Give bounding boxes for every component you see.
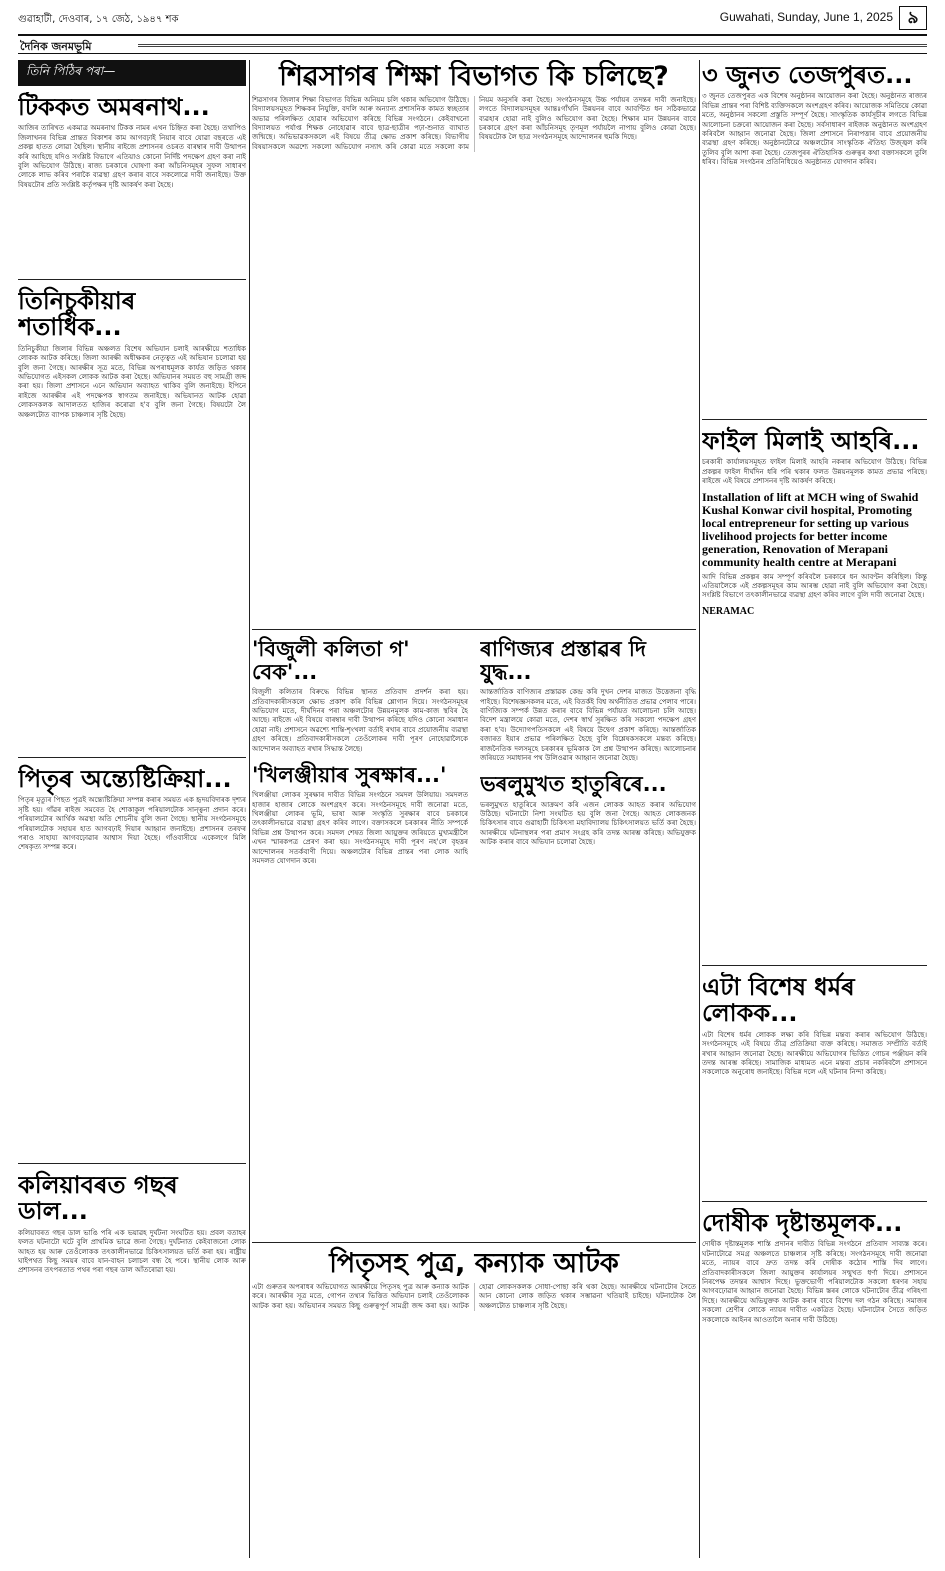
article-headline: এটা বিশেষ ধৰ্মৰ লোকক... (702, 973, 855, 1028)
brand-divider (138, 44, 927, 47)
article-body: আজিৰ তাৰিখত একমাত্ৰ অমৰনাথ টিকক নামৰ এখন চিহ্নিত কৰা হৈছে। তথাপিও জিলাখনৰ বিভিন্ন প্ৰান্তত বিকাশৰ কাম আগবঢ়াই নিয়াৰ বাবে যোৱা বছৰতে এই প্ৰকল্প হাতত লোৱা হৈছিল। স্থানীয় ৰাইজে প্ৰশাসনৰ ওচৰত বাৰম্বাৰ দাবী উত্থাপন কৰি আহিছে যদিও সংশ্লিষ্ট বিভাগে এতিয়াও কোনো নিৰ্দিষ্ট পদক্ষেপ গ্ৰহণ কৰা নাই বুলি অভিযোগ উঠিছে। ৰাজ্য চৰকাৰে ঘোষণা কৰা আঁচনিসমূহৰ সুফল সাধাৰণ লোকে লাভ কৰিব পৰাকৈ ব্যৱস্থা গ্ৰহণ কৰাৰ বাবে সকলোৱে দাবী জনাইছে। উক্ত বিষয়টোৰ প্ৰতি সংশ্লিষ্ট কৰ্তৃপক্ষৰ দৃষ্টি আকৰ্ষণ কৰা হৈছে। (18, 124, 246, 189)
center-column (252, 60, 696, 1558)
article-headline: তিনিচুকীয়াৰ শতাধিক... (18, 287, 136, 342)
article-body: তিনিচুকীয়া জিলাৰ বিভিন্ন অঞ্চলত বিশেষ অভিযান চলাই আৰক্ষীয়ে শতাধিক লোকক আটক কৰিছে। জিলা আৰক্ষী অধীক্ষকৰ নেতৃত্বত এই অভিযান চলোৱা হয় বুলি জনা গৈছে। আৰক্ষীৰ সূত্ৰ মতে, বিভিন্ন অপৰাধমূলক কাৰ্যত জড়িত থকাৰ অভিযোগত এইসকল লোকক আটক কৰা হৈছে। অভিযানৰ সময়ত বহু সামগ্ৰী জব্দ কৰা হয়। জিলা প্ৰশাসনে এনে অভিযান অব্যাহত থাকিব বুলি জনাইছে। ইপিনে ৰাইজে আৰক্ষীৰ এই পদক্ষেপক স্বাগতম জনাইছে। অভিযানত আটক হোৱা লোকসকলক আদালতত হাজিৰ কৰোৱা হ'ব বুলি জনা গৈছে। বিষয়টো লৈ অঞ্চলটোত ব্যাপক চাঞ্চল্যৰ সৃষ্টি হৈছে। (18, 344, 246, 419)
article-body: পিতৃৰ মৃত্যুৰ পিছত পুত্ৰই অন্ত্যেষ্টিক্ৰিয়া সম্পন্ন কৰাৰ সময়ত এক হৃদয়বিদাৰক দৃশ্যৰ সৃষ্টি হয়। গাঁৱৰ ৰাইজ সমবেত হৈ শোকাকুল পৰিয়ালটোক সান্ত্বনা প্ৰদান কৰে। পৰিয়ালটোৰ আৰ্থিক অৱস্থা অতি শোচনীয় বুলি জনা গৈছে। স্থানীয় সংগঠনসমূহে পৰিয়ালটোক সহায়ৰ হাত আগবঢ়াই দিয়াৰ আহ্বান জনাইছে। প্ৰশাসনৰ তৰফৰ পৰাও সাহায্য আগবঢ়োৱাৰ আশ্বাস দিয়া হৈছে। গাঁওবাসীয়ে একেলগে মিলি শেষকৃত্য সম্পন্ন কৰে। (18, 796, 246, 852)
article (702, 426, 927, 966)
article-headline: টিককত অমৰনাথ... (18, 93, 210, 121)
article (18, 764, 246, 1164)
article-headline: ৩ জুনত তেজপুৰত... (702, 61, 913, 89)
brand-bar (18, 34, 927, 54)
article (252, 1242, 696, 1542)
page-number: ৯ (899, 6, 927, 30)
article-headline: 'বিজুলী কলিতা গ' বেক'... (252, 637, 410, 685)
article-headline: 'খিলঞ্জীয়াৰ সুৰক্ষাৰ...' (252, 763, 447, 788)
right-column (702, 60, 927, 1558)
article-body: দোষীক দৃষ্টান্তমূলক শাস্তি প্ৰদানৰ দাবীত বিভিন্ন সংগঠনে প্ৰতিবাদ সাব্যস্ত কৰে। ঘটনাটোৱে সমগ্ৰ অঞ্চলতে চাঞ্চল্যৰ সৃষ্টি কৰিছে। সংগঠনসমূহে দাবী জনোৱা মতে, ন্যায়ৰ বাবে দ্ৰুত তদন্ত কৰি দোষীক কঠোৰ শাস্তি দিব লাগে। প্ৰতিবাদকাৰীসকলে জিলা আয়ুক্তৰ কাৰ্যালয়ৰ সন্মুখত ধৰ্ণা দিয়ে। প্ৰশাসনে নিৰপেক্ষ তদন্তৰ আশ্বাস দিছে। ভুক্তভোগী পৰিয়ালটোক সকলো ধৰণৰ সহায় আগবঢ়োৱাৰ আহ্বান জনোৱা হৈছে। বিভিন্ন স্তৰৰ লোকে ঘটনাটোৰ তীব্ৰ গৰিহণা দিছে। আৰক্ষীয়ে অভিযুক্তক আটক কৰাৰ বাবে বিশেষ দল গঠন কৰিছে। সমাজৰ সকলো শ্ৰেণীৰ লোকে ন্যায়ৰ দাবীত একত্ৰিত হৈছে। ঘটনাটোৰ সৈতে জড়িত সকলোকে আইনৰ আওতালৈ অনাৰ দাবী উঠিছে। (702, 1240, 927, 1324)
assamese-dateline: গুৱাহাটী, দেওবাৰ, ১৭ জেঠ, ১৯৪৭ শক (18, 14, 179, 25)
article (18, 1170, 246, 1560)
english-project-line: Installation of lift at MCH wing of Swahid Kushal Konwar civil hospital, Promoting local entrepreneur for setting up various livelihood projects for better income generation, Renovation of Merapani community health centre at Merapani (702, 489, 919, 569)
article-headline: পিতৃৰ অন্ত্যেষ্টিক্ৰিয়া... (18, 765, 232, 793)
lead-article (252, 60, 696, 630)
article (702, 60, 927, 420)
article-body: কলিয়াবৰত গছৰ ডাল ভাঙি পৰি এক ভয়াৱহ দুৰ্ঘটনা সংঘটিত হয়। প্ৰবল বতাহৰ ফলত ঘটনাটো ঘটে বুলি প্ৰাথমিক ভাৱে জনা গৈছে। দুৰ্ঘটনাত কেইবাজনো লোক আহত হয় আৰু তেওঁলোকক তৎকালীনভাৱে চিকিৎসালয়ত ভৰ্তি কৰা হয়। ৰাষ্ট্ৰীয় ঘাইপথত কিছু সময়ৰ বাবে যান-বাহন চলাচল বন্ধ হৈ পৰে। স্থানীয় লোক আৰু প্ৰশাসনৰ তৎপৰতাত পথৰ পৰা গছৰ ডাল আঁতৰোৱা হয়। (18, 1228, 246, 1275)
continuation-kicker: তিনি পিঠিৰ পৰা— (18, 60, 246, 86)
story-pair (252, 636, 696, 1242)
lead-body: শিৱসাগৰ জিলাৰ শিক্ষা বিভাগত বিভিন্ন অনিয়ম চলি থকাৰ অভিযোগ উঠিছে। বিদ্যালয়সমূহত শিক্ষকৰ নিযুক্তি, বদলি আৰু অন্যান্য প্ৰশাসনিক কামত স্বচ্ছতাৰ অভাৱ পৰিলক্ষিত হোৱাৰ অভিযোগ কৰিছে বিভিন্ন সংগঠনে। কেইবাখনো বিদ্যালয়ত পৰ্যাপ্ত শিক্ষক নোহোৱাৰ বাবে ছাত্ৰ-ছাত্ৰীৰ পঢ়া-শুনাত ব্যাঘাত জন্মিছে। অভিভাৱকসকলে এই বিষয়ে তীব্ৰ ক্ষোভ প্ৰকাশ কৰিছে। বিভাগীয় বিষয়াসকলে অৱশ্যে সকলো অভিযোগ নস্যাৎ কৰি কোৱা মতে সকলো কাম নিয়ম অনুসৰি কৰা হৈছে। সংগঠনসমূহে উচ্চ পৰ্যায়ৰ তদন্তৰ দাবী জনাইছে। লগতে বিদ্যালয়সমূহৰ আন্তঃগাঁথনি উন্নয়নৰ বাবে আবণ্টিত ধন সঠিকভাৱে ব্যৱহাৰ হোৱা নাই বুলিও অভিযোগ কৰা হৈছে। শিক্ষাৰ মান উন্নয়নৰ বাবে চৰকাৰে গ্ৰহণ কৰা আঁচনিসমূহ তৃণমূল পৰ্যায়লৈ নাপায় বুলিও কোৱা হৈছে। বিষয়টোক লৈ ছাত্ৰ সংগঠনসমূহে আন্দোলনৰ হুমকি দিছে। (252, 95, 696, 151)
article-body: ৩ জুনত তেজপুৰত এক বিশেষ অনুষ্ঠানৰ আয়োজন কৰা হৈছে। অনুষ্ঠানত ৰাজ্যৰ বিভিন্ন প্ৰান্তৰ পৰা বিশিষ্ট ব্যক্তিসকলে অংশগ্ৰহণ কৰিব। আয়োজক সমিতিয়ে কোৱা মতে, অনুষ্ঠানৰ সকলো প্ৰস্তুতি সম্পূৰ্ণ হৈছে। সাংস্কৃতিক কাৰ্যসূচীৰ লগতে বিভিন্ন আলোচনা চক্ৰৰো আয়োজন কৰা হৈছে। সৰ্বসাধাৰণ ৰাইজক অনুষ্ঠানত অংশগ্ৰহণ কৰিবলৈ আহ্বান জনোৱা হৈছে। জিলা প্ৰশাসনে নিৰাপত্তাৰ বাবে প্ৰয়োজনীয় ব্যৱস্থা গ্ৰহণ কৰিছে। অনুষ্ঠানটোৱে অঞ্চলটোৰ সাংস্কৃতিক ঐতিহ্য উজ্জ্বল কৰি তুলিব বুলি আশা কৰা হৈছে। তেজপুৰৰ ঐতিহাসিক গুৰুত্বৰ কথা বক্তাসকলে তুলি ধৰিব। বিভিন্ন সংগঠনৰ প্ৰতিনিধিয়েও অনুষ্ঠানত যোগদান কৰিব। (702, 92, 927, 167)
article-body: আন্তৰ্জাতিক বাণিজ্যৰ প্ৰস্তাৱক কেন্দ্ৰ কৰি দুখন দেশৰ মাজত উত্তেজনা বৃদ্ধি পাইছে। বিশেষজ্ঞসকলৰ মতে, এই বিতৰ্কই বিশ্ব অৰ্থনীতিত প্ৰভাৱ পেলাব পাৰে। বাণিজ্যিক সম্পৰ্ক উন্নত কৰাৰ বাবে বিভিন্ন পৰ্যায়ত আলোচনা চলি আছে। বিদেশ মন্ত্ৰালয়ে কোৱা মতে, দেশৰ স্বাৰ্থ সুৰক্ষিত কৰি সকলো পদক্ষেপ গ্ৰহণ কৰা হ'ব। উদ্যোগপতিসকলে এই বিষয়ে উদ্বেগ প্ৰকাশ কৰিছে। আন্তৰ্জাতিক বজাৰত ইয়াৰ প্ৰভাৱ পৰিলক্ষিত হৈছে বুলি বিশ্লেষকসকলে মন্তব্য কৰিছে। ৰাজনৈতিক দলসমূহে চৰকাৰৰ ভূমিকাক লৈ প্ৰশ্ন উত্থাপন কৰিছে। আলোচনাৰ জৰিয়তে সমাধানৰ পথ উলিওৱাৰ আহ্বান জনোৱা হৈছে। (480, 688, 696, 763)
folio-header (18, 8, 927, 30)
article-headline: ফাইল মিলাই আহৰি... (702, 427, 920, 455)
article-headline: পিতৃসহ পুত্ৰ, কন্যাক আটক (329, 1248, 619, 1279)
article (480, 636, 696, 1236)
article (18, 286, 246, 758)
article-headline: কলিয়াবৰত গছৰ ডাল... (18, 1171, 178, 1226)
left-column (18, 60, 246, 1558)
article-body: ভৰলুমুখত হাতুৰিৰে আক্ৰমণ কৰি এজন লোকক আহত কৰাৰ অভিযোগ উঠিছে। ঘটনাটো নিশা সংঘটিত হয় বুলি জনা গৈছে। আহত লোকজনক চিকিৎসাৰ বাবে গুৱাহাটী চিকিৎসা মহাবিদ্যালয় চিকিৎসালয়ত ভৰ্তি কৰা হৈছে। আৰক্ষীয়ে ঘটনাস্থলৰ পৰা প্ৰমাণ সংগ্ৰহ কৰি তদন্ত আৰম্ভ কৰিছে। অভিযুক্তক আটক কৰাৰ বাবে অভিযান চলোৱা হৈছে। (480, 800, 696, 847)
lead-headline: শিৱসাগৰ শিক্ষা বিভাগত কি চলিছে? (279, 61, 669, 92)
article-body-continued: আদি বিভিন্ন প্ৰকল্পৰ কাম সম্পূৰ্ণ কৰিবলৈ চৰকাৰে ধন আবণ্টন কৰিছিল। কিন্তু এতিয়ালৈকে এই প্ৰকল্পসমূহৰ কাম আৰম্ভ হোৱা নাই বুলি অভিযোগ কৰা হৈছে। সংশ্লিষ্ট বিভাগে তৎকালীনভাৱে ব্যৱস্থা গ্ৰহণ কৰিব লাগে বুলি দাবী জনোৱা হৈছে। (702, 572, 927, 600)
article-headline: ৰাণিজ্যৰ প্ৰস্তাৱৰ দি যুদ্ধ... (480, 637, 646, 685)
article (18, 92, 246, 280)
column-divider-left (249, 60, 250, 1558)
english-inline-term: NERAMAC (702, 605, 755, 617)
article (252, 636, 468, 1236)
article-body: এটা বিশেষ ধৰ্মৰ লোকক লক্ষ্য কৰি বিভিন্ন মন্তব্য কৰাৰ অভিযোগ উঠিছে। সংগঠনসমূহে এই বিষয়ে তীব্ৰ প্ৰতিক্ৰিয়া ব্যক্ত কৰিছে। সমাজত সম্প্ৰীতি বৰ্তাই ৰখাৰ আহ্বান জনোৱা হৈছে। আৰক্ষীয়ে অভিযোগৰ ভিত্তিত গোচৰ পঞ্জীয়ন কৰি তদন্ত আৰম্ভ কৰিছে। সামাজিক মাধ্যমত এনে মন্তব্য প্ৰচাৰ নকৰিবলৈ প্ৰশাসনে সকলোকে অনুৰোধ জনাইছে। বিভিন্ন দলে এই ঘটনাৰ নিন্দা কৰিছে। (702, 1030, 927, 1077)
english-dateline: Guwahati, Sunday, June 1, 2025 (719, 10, 893, 24)
column-divider-right (699, 60, 700, 1558)
article-body: এটা গুৰুতৰ অপৰাধৰ অভিযোগত আৰক্ষীয়ে পিতৃসহ পুত্ৰ আৰু কন্যাক আটক কৰে। আৰক্ষীৰ সূত্ৰ মতে, গোপন তথ্যৰ ভিত্তিত অভিযান চলাই তেওঁলোকক আটক কৰা হয়। অভিযানৰ সময়ত কিছু গুৰুত্বপূৰ্ণ সামগ্ৰী জব্দ কৰা হয়। আটক হোৱা লোকসকলক সোধা-পোছা কৰি থকা হৈছে। আৰক্ষীয়ে ঘটনাটোৰ সৈতে আন কোনো লোক জড়িত থকাৰ সম্ভাৱনা খতিয়াই চাইছে। ঘটনাটোক লৈ অঞ্চলটোত চাঞ্চল্যৰ সৃষ্টি হৈছে। (252, 1282, 696, 1310)
article-headline: দোষীক দৃষ্টান্তমূলক... (702, 1209, 903, 1237)
article (702, 972, 927, 1202)
article-body: বিজুলী কলিতাৰ বিৰুদ্ধে বিভিন্ন স্থানত প্ৰতিবাদ প্ৰদৰ্শন কৰা হয়। প্ৰতিবাদকাৰীসকলে ক্ষোভ প্ৰকাশ কৰি বিভিন্ন শ্লোগান দিয়ে। সংগঠনসমূহৰ অভিযোগ মতে, দীৰ্ঘদিনৰ পৰা অঞ্চলটোৰ উন্নয়নমূলক কাম-কাজ স্থবিৰ হৈ আছে। ৰাইজে এই বিষয়ে বাৰম্বাৰ দাবী উত্থাপন কৰিছে যদিও কোনো সমাধান হোৱা নাই। প্ৰশাসনে অৱশ্যে শান্তি-শৃংখলা বৰ্তাই ৰখাৰ বাবে প্ৰয়োজনীয় ব্যৱস্থা গ্ৰহণ কৰিছে। প্ৰতিবাদকাৰীসকলে তেওঁলোকৰ দাবী পূৰণ নোহোৱালৈকে আন্দোলন অব্যাহত ৰখাৰ সিদ্ধান্ত লৈছে। (252, 688, 468, 753)
article-body: খিলঞ্জীয়া লোকৰ সুৰক্ষাৰ দাবীত বিভিন্ন সংগঠনে সমদল উলিয়ায়। সমদলত হাজাৰ হাজাৰ লোকে অংশগ্ৰহণ কৰে। সংগঠনসমূহে দাবী জনোৱা মতে, খিলঞ্জীয়া লোকৰ ভূমি, ভাষা আৰু সংস্কৃতি সুৰক্ষাৰ বাবে চৰকাৰে তৎকালীনভাৱে ব্যৱস্থা গ্ৰহণ কৰিব লাগে। বক্তাসকলে চৰকাৰৰ নীতি সম্পৰ্কে বিভিন্ন প্ৰশ্ন উত্থাপন কৰে। সমদল শেষত জিলা আয়ুক্তৰ জৰিয়তে মুখ্যমন্ত্ৰীলৈ এখন স্মাৰকপত্ৰ প্ৰেৰণ কৰা হয়। সংগঠনসমূহে দাবী পূৰণ নহ'লে বৃহত্তৰ আন্দোলনৰ সতৰ্কবাণী দিয়ে। অঞ্চলটোৰ বিভিন্ন প্ৰান্তৰ পৰা লোক আহি সমদলত যোগদান কৰে। (252, 791, 468, 865)
newspaper-brand: দৈনিক জনমভূমি (20, 40, 92, 53)
article (702, 1208, 927, 1568)
article-headline: ভৰলুমুখত হাতুৰিৰে... (480, 772, 667, 797)
article-body: চৰকাৰী কাৰ্যালয়সমূহত ফাইল মিলাই আহৰি নকৰাৰ অভিযোগ উঠিছে। বিভিন্ন প্ৰকল্পৰ ফাইল দীৰ্ঘদিন ধৰি পৰি থকাৰ ফলত উন্নয়নমূলক কামত প্ৰভাৱ পৰিছে। ৰাইজে এই বিষয়ে প্ৰশাসনৰ দৃষ্টি আকৰ্ষণ কৰিছে। (702, 458, 927, 486)
